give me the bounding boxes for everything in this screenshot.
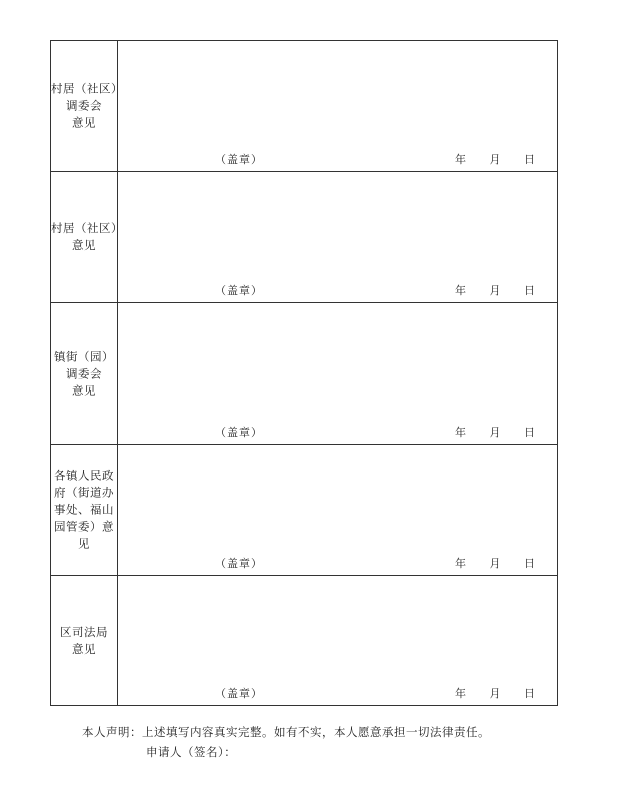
opinion-row-town-government <box>51 445 558 576</box>
label-line: 园管委）意 <box>54 519 114 534</box>
opinion-row-district-justice <box>51 576 558 706</box>
row-label-cell <box>51 303 118 445</box>
label-line: 调委会 <box>66 366 102 380</box>
row-label <box>51 348 117 399</box>
month-label: 月 <box>489 426 501 439</box>
label-line: 村居（社区） <box>51 81 123 96</box>
label-line: 事处、福山 <box>54 502 114 517</box>
signature-label: 申请人（签名）： <box>146 745 237 759</box>
opinion-row-village <box>51 172 558 303</box>
year-label: 年 <box>455 557 466 570</box>
label-line: 调委会 <box>66 98 102 113</box>
opinion-form-table <box>50 40 558 706</box>
date-fields <box>455 555 535 571</box>
opinion-input-area[interactable] <box>118 576 558 706</box>
label-line: 意见 <box>72 238 96 252</box>
seal-label: （盖章） <box>215 687 263 700</box>
seal-label: （盖章） <box>215 557 263 570</box>
date-fields <box>455 685 535 701</box>
label-line: 各镇人民政 <box>54 468 114 483</box>
opinion-row-village-mediation <box>51 41 558 172</box>
month-label: 月 <box>489 687 501 700</box>
date-fields <box>455 151 535 167</box>
row-label-cell <box>51 41 123 172</box>
day-label: 日 <box>524 557 535 570</box>
year-label: 年 <box>455 687 466 700</box>
seal-label: （盖章） <box>215 426 263 439</box>
row-label <box>51 468 117 553</box>
day-label: 日 <box>524 284 535 297</box>
opinion-input-area[interactable] <box>118 41 558 172</box>
year-label: 年 <box>455 426 466 439</box>
label-line: 见 <box>78 536 90 551</box>
label-line: 意见 <box>72 641 96 656</box>
declaration-statement: 本人声明：上述填写内容真实完整。如有不实，本人愿意承担一切法律责任。 <box>82 725 490 739</box>
year-label: 年 <box>455 284 466 297</box>
label-line: 府（街道办 <box>54 485 114 500</box>
opinion-input-area[interactable] <box>118 172 558 303</box>
row-label-cell <box>51 445 118 576</box>
row-label-cell <box>51 172 123 303</box>
month-label: 月 <box>489 153 501 166</box>
date-fields <box>455 282 535 298</box>
applicant-declaration <box>82 722 490 762</box>
row-label <box>51 220 123 254</box>
label-line: 村居（社区） <box>51 221 123 235</box>
seal-label: （盖章） <box>215 153 263 166</box>
date-fields <box>455 424 535 440</box>
month-label: 月 <box>489 284 501 297</box>
label-line: 意见 <box>72 383 96 397</box>
day-label: 日 <box>524 153 535 166</box>
opinion-row-town-mediation <box>51 303 558 445</box>
label-line: 区司法局 <box>60 624 108 639</box>
row-label-cell <box>51 576 118 706</box>
row-label <box>51 81 123 132</box>
day-label: 日 <box>524 687 535 700</box>
seal-label: （盖章） <box>215 284 263 297</box>
opinion-input-area[interactable] <box>118 303 558 445</box>
row-label <box>51 624 117 658</box>
day-label: 日 <box>524 426 535 439</box>
opinion-input-area[interactable] <box>118 445 558 576</box>
year-label: 年 <box>455 153 466 166</box>
month-label: 月 <box>489 557 501 570</box>
label-line: 意见 <box>72 115 96 130</box>
label-line: 镇街（园） <box>54 349 114 363</box>
